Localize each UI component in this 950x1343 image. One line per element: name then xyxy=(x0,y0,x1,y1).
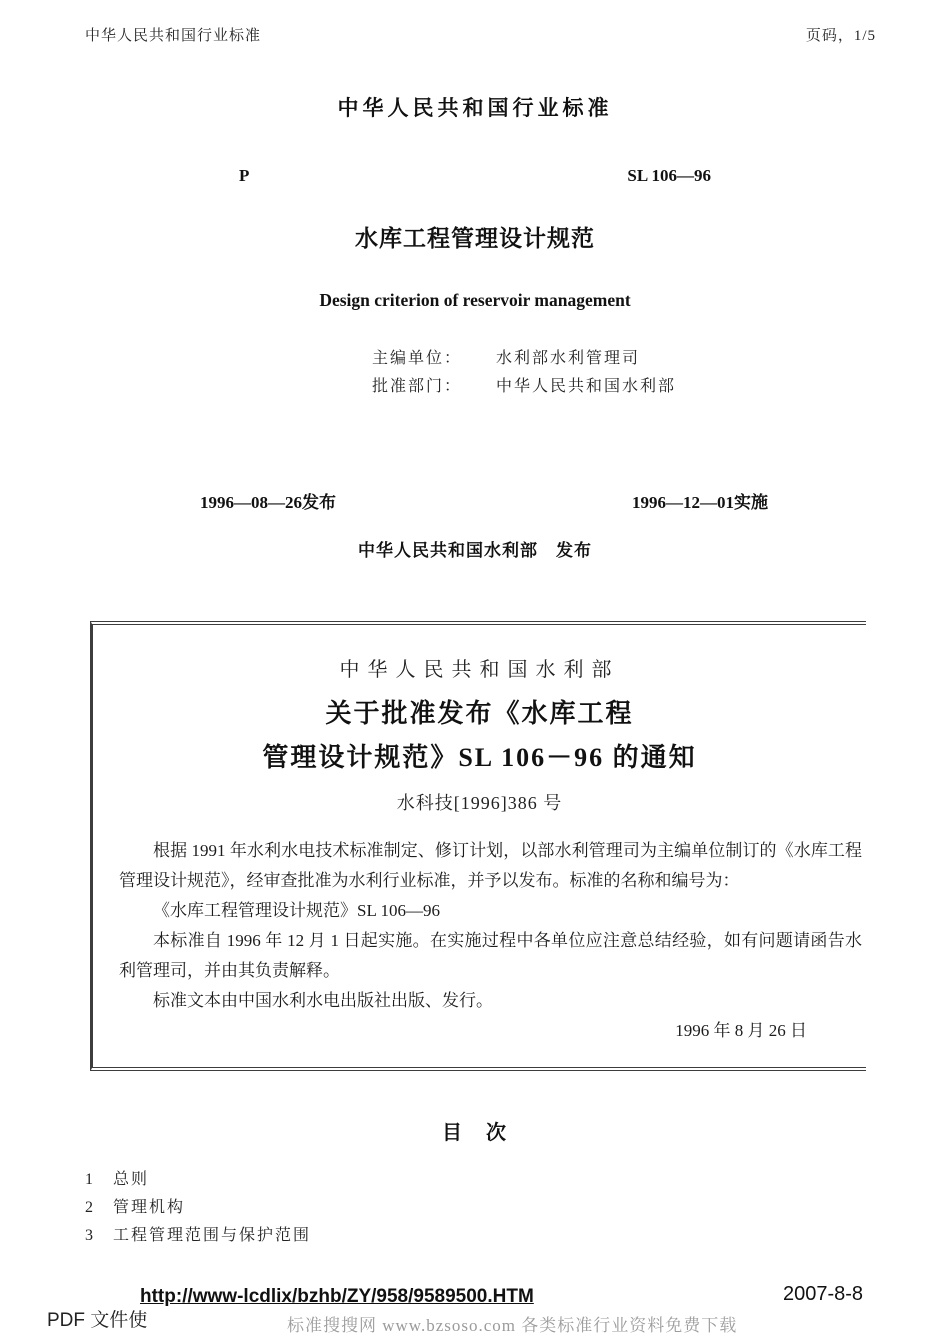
approver-label: 批准部门： xyxy=(372,378,463,395)
editor-value: 水利部水利管理司 xyxy=(496,350,641,367)
watermark-text: 标准搜搜网 www.bzsoso.com 各类标准行业资料免费下载 xyxy=(287,1316,738,1335)
approver-value: 中华人民共和国水利部 xyxy=(496,378,677,395)
toc-item-number: 1 xyxy=(85,1171,93,1188)
toc-item-label: 总则 xyxy=(113,1171,150,1188)
implement-date: 1996—12—01实施 xyxy=(632,493,768,512)
header-standard-type: 中华人民共和国行业标准 xyxy=(85,28,262,44)
notice-issuer: 中华人民共和国水利部 xyxy=(339,659,620,681)
notice-title-line1: 关于批准发布《水库工程 xyxy=(325,699,634,728)
classification-code: P xyxy=(239,166,250,185)
notice-paragraph: 根据 1991 年水利水电技术标准制定、修订计划，以部水利管理司为主编单位制订的《水库工程管理设计规范》，经审查批准为水利行业标准，并予以发布。标准的名称和编号为： xyxy=(119,841,862,890)
notice-paragraph: 标准文本由中国水利水电出版社出版、发行。 xyxy=(153,991,493,1010)
notice-paragraph: 《水库工程管理设计规范》SL 106—96 xyxy=(153,901,440,920)
notice-title-line2: 管理设计规范》SL 106－96 的通知 xyxy=(262,743,697,772)
notice-paragraph: 本标准自 1996 年 12 月 1 日起实施。在实施过程中各单位应注意总结经验，如有问题请函告水利管理司，并由其负责解释。 xyxy=(119,931,862,980)
standard-title-en: Design criterion of reservoir management xyxy=(319,290,631,310)
page-header xyxy=(85,24,876,45)
issue-date: 1996—08—26发布 xyxy=(200,493,336,512)
toc-title: 目 次 xyxy=(442,1122,508,1144)
footer-date: 2007-8-8 xyxy=(783,1283,864,1305)
standard-title-cn: 水库工程管理设计规范 xyxy=(355,226,595,251)
notice-body xyxy=(119,836,862,1046)
toc-list xyxy=(85,1166,311,1250)
header-page-number: 页码，1/5 xyxy=(805,28,876,44)
editor-label: 主编单位： xyxy=(372,350,463,367)
toc-item-label: 工程管理范围与保护范围 xyxy=(113,1227,312,1244)
source-url-link[interactable]: http://www-lcdlix/bzhb/ZY/958/9589500.HTM xyxy=(140,1286,534,1307)
toc-item-label: 管理机构 xyxy=(113,1199,186,1216)
notice-date: 1996 年 8 月 26 日 xyxy=(675,1021,807,1040)
toc-item xyxy=(85,1166,311,1194)
toc-item-number: 2 xyxy=(85,1199,93,1216)
credits-block xyxy=(372,345,676,401)
toc-item-number: 3 xyxy=(85,1227,93,1244)
standard-number: SL 106—96 xyxy=(627,166,711,185)
toc-item xyxy=(85,1194,311,1222)
toc-item xyxy=(85,1222,311,1250)
standard-type-title: 中华人民共和国行业标准 xyxy=(337,96,613,120)
editor-row xyxy=(372,345,676,373)
dates-row xyxy=(200,488,768,513)
notice-box xyxy=(90,621,866,1071)
publisher-line: 中华人民共和国水利部 发布 xyxy=(358,541,592,560)
pdf-note: PDF 文件使 xyxy=(47,1310,148,1331)
code-row xyxy=(239,166,711,186)
approver-row xyxy=(372,373,676,401)
notice-doc-number: 水科技[1996]386 号 xyxy=(396,793,563,813)
